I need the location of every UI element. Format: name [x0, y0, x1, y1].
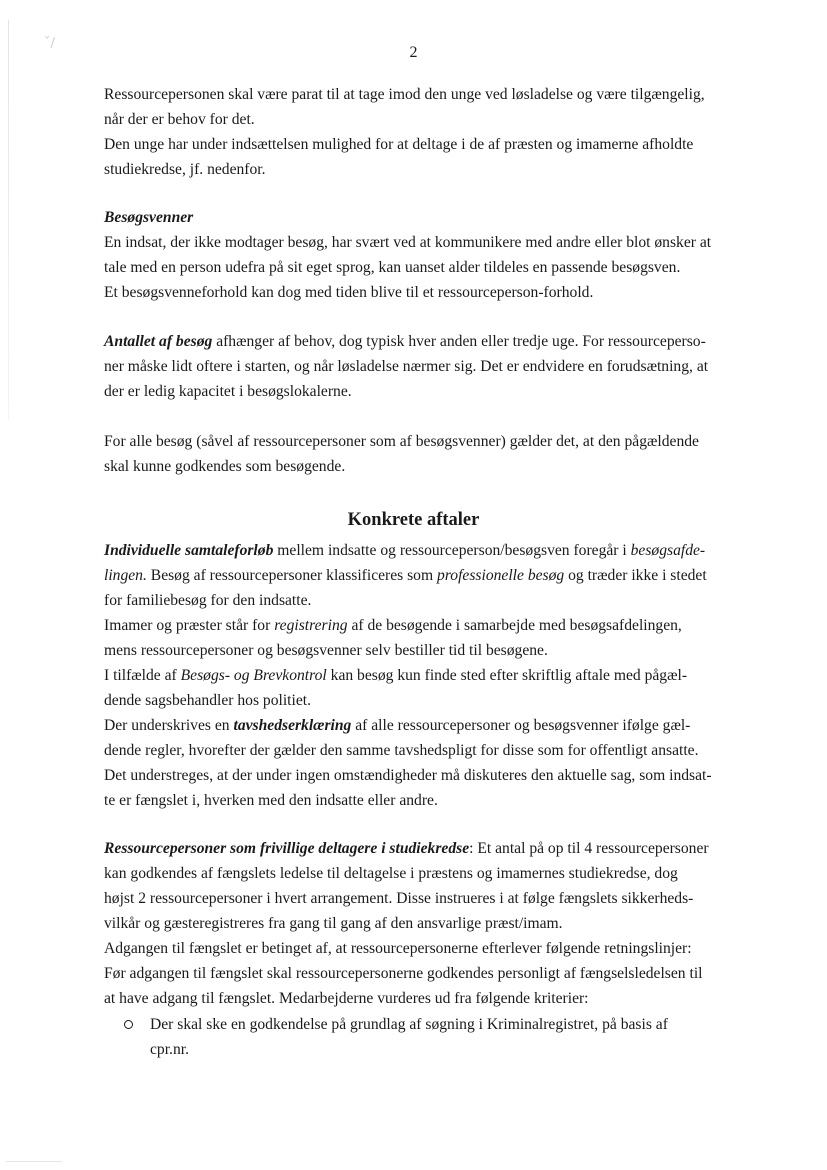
text-line: Et besøgsvenneforhold kan dog med tiden blive til et ressourceperson-forhold.: [104, 284, 594, 301]
text-line: [104, 663, 764, 688]
text-line: kan godkendes af fængslets ledelse til deltagelse i præstens og imamernes studiekredse, dog: [104, 865, 678, 882]
text-line: te er fængslet i, hverken med den indsatte eller andre.: [104, 792, 438, 809]
text-line: der er ledig kapacitet i besøgslokalerne.: [104, 383, 352, 400]
besogsvenner-section: [104, 205, 764, 305]
inline-text: og træder ikke i stedet: [564, 567, 707, 584]
text-line: studiekredse, jf. nedenfor.: [104, 161, 266, 178]
text-line: Der skal ske en godkendelse på grundlag af søgning i Kriminalregistret, på basis af: [150, 1016, 668, 1033]
text-line: En indsat, der ikke modtager besøg, har svært ved at kommunikere med andre eller blot ønsker at: [104, 234, 712, 251]
text-line: [104, 538, 764, 563]
list-item-text: [150, 1012, 668, 1062]
text-line: Før adgangen til fængslet skal ressourcepersonerne godkendes personligt af fængselsledelsen til: [104, 965, 703, 982]
circle-bullet-icon: [124, 1020, 133, 1029]
text-line: mens ressourcepersoner og besøgsvenner selv bestiller tid til besøgene.: [104, 642, 548, 659]
text-line: dende regler, hvorefter der gælder den samme tavshedspligt for disse som for offentligt ansatte.: [104, 742, 699, 759]
frivillige-section: [104, 836, 764, 1011]
text-line: ner måske lidt oftere i starten, og når løsladelse nærmer sig. Det er endvidere en forudsætning, at: [104, 358, 709, 375]
scan-edge-artifact: [8, 20, 9, 420]
text-line: for familiebesøg for den indsatte.: [104, 592, 312, 609]
inline-italic: Besøgs- og Brevkontrol: [180, 667, 327, 684]
inline-italic: lingen.: [104, 567, 147, 584]
text-line: [104, 613, 764, 638]
inline-term: Individuelle samtaleforløb: [104, 542, 274, 559]
section-title: Besøgsvenner: [104, 209, 194, 226]
text-line: [104, 713, 764, 738]
inline-text: Imamer og præster står for: [104, 617, 275, 634]
text-line: at have adgang til fængslet. Medarbejderne vurderes ud fra følgende kriterier:: [104, 990, 589, 1007]
inline-text: mellem indsatte og ressourceperson/besøgsven foregår i: [273, 542, 631, 559]
text-line: For alle besøg (såvel af ressourcepersoner som af besøgsvenner) gælder det, at den pågældende: [104, 433, 699, 450]
inline-text: Besøg af ressourcepersoner klassificeres som: [146, 567, 438, 584]
text-line: [104, 563, 764, 588]
inline-italic: professionelle besøg: [437, 567, 565, 584]
scan-margin-mark: ˇ/: [44, 36, 55, 51]
text-line: Adgangen til fængslet er betinget af, at ressourcepersonerne efterlever følgende retningslinjer:: [104, 940, 692, 957]
inline-term: tavshedserklæring: [233, 717, 352, 734]
text-line: vilkår og gæsteregistreres fra gang til gang af den ansvarlige præst/imam.: [104, 915, 563, 932]
inline-text: Der underskrives en: [104, 717, 234, 734]
intro-paragraph: [104, 82, 764, 182]
text-line: [104, 329, 764, 354]
inline-term: Ressourcepersoner som frivillige deltagere i studiekredse: [104, 840, 470, 857]
inline-italic: registrering: [274, 617, 348, 634]
inline-italic: besøgsafde-: [630, 542, 706, 559]
inline-text: kan besøg kun finde sted efter skriftlig aftale med pågæl-: [326, 667, 688, 684]
inline-term: Antallet af besøg: [104, 333, 213, 350]
text-line: Det understreges, at der under ingen omstændigheder må diskuteres den aktuelle sag, som indsat-: [104, 767, 712, 784]
text-line: når der er behov for det.: [104, 111, 255, 128]
section-heading: Konkrete aftaler: [347, 510, 480, 530]
alle-paragraph: [104, 429, 764, 479]
page-number: 2: [409, 44, 418, 61]
text-line: højst 2 ressourcepersoner i hvert arrangement. Disse instrueres i at følge fængslets sikkerheds-: [104, 890, 694, 907]
antal-section: [104, 329, 764, 404]
text-line: [104, 836, 764, 861]
text-line: tale med en person udefra på sit eget sprog, kan uanset alder tildeles en passende besøgsven.: [104, 259, 681, 276]
inline-text: af de besøgende i samarbejde med besøgsafdelingen,: [347, 617, 682, 634]
inline-text: I tilfælde af: [104, 667, 181, 684]
konkrete-section: [104, 538, 764, 813]
inline-text: af alle ressourcepersoner og besøgsvenner ifølge gæl-: [351, 717, 691, 734]
text-line: Ressourcepersonen skal være parat til at tage imod den unge ved løsladelse og være tilgængelig,: [104, 86, 705, 103]
text-line: cpr.nr.: [150, 1041, 189, 1058]
text-line: dende sagsbehandler hos politiet.: [104, 692, 311, 709]
scan-foot-artifact: [6, 1161, 62, 1162]
text-line: Den unge har under indsættelsen mulighed for at deltage i de af præsten og imamerne afholdte: [104, 136, 694, 153]
inline-text: : Et antal på op til 4 ressourcepersoner: [469, 840, 709, 857]
text-line: skal kunne godkendes som besøgende.: [104, 458, 346, 475]
inline-text: afhænger af behov, dog typisk hver anden eller tredje uge. For ressourceperso-: [212, 333, 706, 350]
